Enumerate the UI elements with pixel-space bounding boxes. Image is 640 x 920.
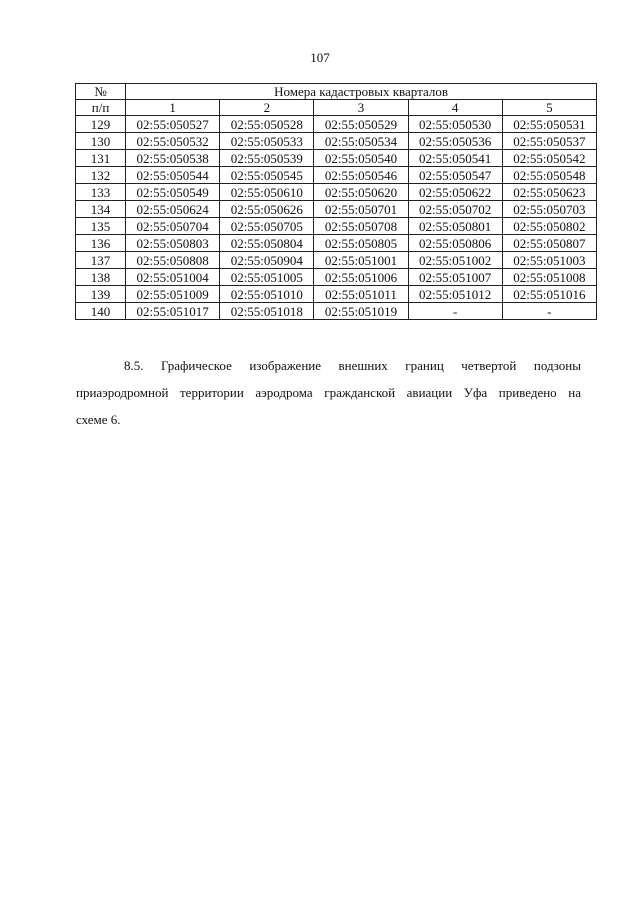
cadastral-number-cell: -: [408, 303, 502, 320]
table-row: [76, 303, 597, 320]
cadastral-number-cell: 02:55:051009: [126, 286, 220, 303]
cadastral-number-cell: 02:55:050531: [502, 116, 596, 133]
cadastral-number-cell: 02:55:050542: [502, 150, 596, 167]
cadastral-number-cell: 02:55:050544: [126, 167, 220, 184]
cadastral-number-cell: 02:55:050701: [314, 201, 408, 218]
cadastral-number-cell: 02:55:050538: [126, 150, 220, 167]
cadastral-number-cell: 02:55:051019: [314, 303, 408, 320]
cadastral-number-cell: 02:55:050703: [502, 201, 596, 218]
paragraph-line-1: 8.5. Графическое изображение внешних границ четвертой подзоны: [124, 358, 581, 373]
cadastral-number-cell: 02:55:050533: [220, 133, 314, 150]
cadastral-number-cell: 02:55:051017: [126, 303, 220, 320]
paragraph-line-2: приаэродромной территории аэродрома гражданской авиации Уфа приведено на: [76, 385, 581, 400]
cadastral-number-cell: 02:55:050545: [220, 167, 314, 184]
cadastral-number-cell: 02:55:050537: [502, 133, 596, 150]
row-number-cell: 139: [76, 286, 126, 303]
cadastral-number-cell: 02:55:050532: [126, 133, 220, 150]
cadastral-number-cell: 02:55:050547: [408, 167, 502, 184]
cadastral-number-cell: 02:55:050801: [408, 218, 502, 235]
cadastral-number-cell: 02:55:050622: [408, 184, 502, 201]
cadastral-number-cell: 02:55:051018: [220, 303, 314, 320]
row-number-cell: 135: [76, 218, 126, 235]
row-number-cell: 132: [76, 167, 126, 184]
cadastral-number-cell: 02:55:050620: [314, 184, 408, 201]
cadastral-number-cell: 02:55:051005: [220, 269, 314, 286]
cadastral-number-cell: 02:55:050805: [314, 235, 408, 252]
cadastral-number-cell: 02:55:050549: [126, 184, 220, 201]
table-row: [76, 150, 597, 167]
cadastral-number-cell: 02:55:051004: [126, 269, 220, 286]
cadastral-number-cell: 02:55:050546: [314, 167, 408, 184]
cadastral-number-cell: 02:55:051008: [502, 269, 596, 286]
header-group-title: Номера кадастровых кварталов: [126, 84, 597, 100]
cadastral-number-cell: 02:55:050804: [220, 235, 314, 252]
cadastral-number-cell: 02:55:050806: [408, 235, 502, 252]
cadastral-number-cell: 02:55:051016: [502, 286, 596, 303]
cadastral-number-cell: 02:55:051006: [314, 269, 408, 286]
table-row: [76, 286, 597, 303]
row-number-cell: 129: [76, 116, 126, 133]
column-header: 4: [408, 100, 502, 116]
row-number-cell: 140: [76, 303, 126, 320]
cadastral-quarters-table: [75, 83, 597, 320]
section-paragraph: [76, 352, 581, 433]
cadastral-number-cell: 02:55:050624: [126, 201, 220, 218]
table-row: [76, 252, 597, 269]
cadastral-number-cell: 02:55:050705: [220, 218, 314, 235]
row-number-cell: 138: [76, 269, 126, 286]
cadastral-number-cell: 02:55:050808: [126, 252, 220, 269]
cadastral-number-cell: 02:55:051001: [314, 252, 408, 269]
column-header: 3: [314, 100, 408, 116]
cadastral-number-cell: -: [502, 303, 596, 320]
cadastral-number-cell: 02:55:050702: [408, 201, 502, 218]
cadastral-number-cell: 02:55:050704: [126, 218, 220, 235]
cadastral-number-cell: 02:55:051003: [502, 252, 596, 269]
row-number-cell: 134: [76, 201, 126, 218]
column-header: 1: [126, 100, 220, 116]
column-header: 2: [220, 100, 314, 116]
row-number-cell: 130: [76, 133, 126, 150]
cadastral-number-cell: 02:55:050610: [220, 184, 314, 201]
table-row: [76, 184, 597, 201]
cadastral-number-cell: 02:55:050626: [220, 201, 314, 218]
cadastral-number-cell: 02:55:050529: [314, 116, 408, 133]
cadastral-number-cell: 02:55:051011: [314, 286, 408, 303]
row-number-cell: 137: [76, 252, 126, 269]
cadastral-number-cell: 02:55:050803: [126, 235, 220, 252]
cadastral-number-cell: 02:55:050548: [502, 167, 596, 184]
cadastral-number-cell: 02:55:050541: [408, 150, 502, 167]
table-body: [76, 116, 597, 320]
header-row-number-top: №: [76, 84, 126, 100]
cadastral-number-cell: 02:55:050802: [502, 218, 596, 235]
cadastral-number-cell: 02:55:051002: [408, 252, 502, 269]
cadastral-number-cell: 02:55:051010: [220, 286, 314, 303]
row-number-cell: 131: [76, 150, 126, 167]
table-row: [76, 269, 597, 286]
cadastral-number-cell: 02:55:050904: [220, 252, 314, 269]
cadastral-number-cell: 02:55:050534: [314, 133, 408, 150]
table-row: [76, 167, 597, 184]
cadastral-number-cell: 02:55:050708: [314, 218, 408, 235]
cadastral-number-cell: 02:55:050807: [502, 235, 596, 252]
header-row-number-bottom: п/п: [76, 100, 126, 116]
cadastral-number-cell: 02:55:050540: [314, 150, 408, 167]
cadastral-number-cell: 02:55:050527: [126, 116, 220, 133]
table-row: [76, 218, 597, 235]
table-row: [76, 116, 597, 133]
column-header: 5: [502, 100, 596, 116]
page-number: 107: [310, 50, 330, 65]
table-row: [76, 201, 597, 218]
cadastral-number-cell: 02:55:050623: [502, 184, 596, 201]
cadastral-number-cell: 02:55:050528: [220, 116, 314, 133]
cadastral-number-cell: 02:55:051007: [408, 269, 502, 286]
row-number-cell: 133: [76, 184, 126, 201]
table-row: [76, 235, 597, 252]
cadastral-number-cell: 02:55:050530: [408, 116, 502, 133]
cadastral-number-cell: 02:55:050536: [408, 133, 502, 150]
paragraph-line-3: схеме 6.: [76, 412, 121, 427]
row-number-cell: 136: [76, 235, 126, 252]
table-row: [76, 133, 597, 150]
cadastral-number-cell: 02:55:050539: [220, 150, 314, 167]
cadastral-number-cell: 02:55:051012: [408, 286, 502, 303]
